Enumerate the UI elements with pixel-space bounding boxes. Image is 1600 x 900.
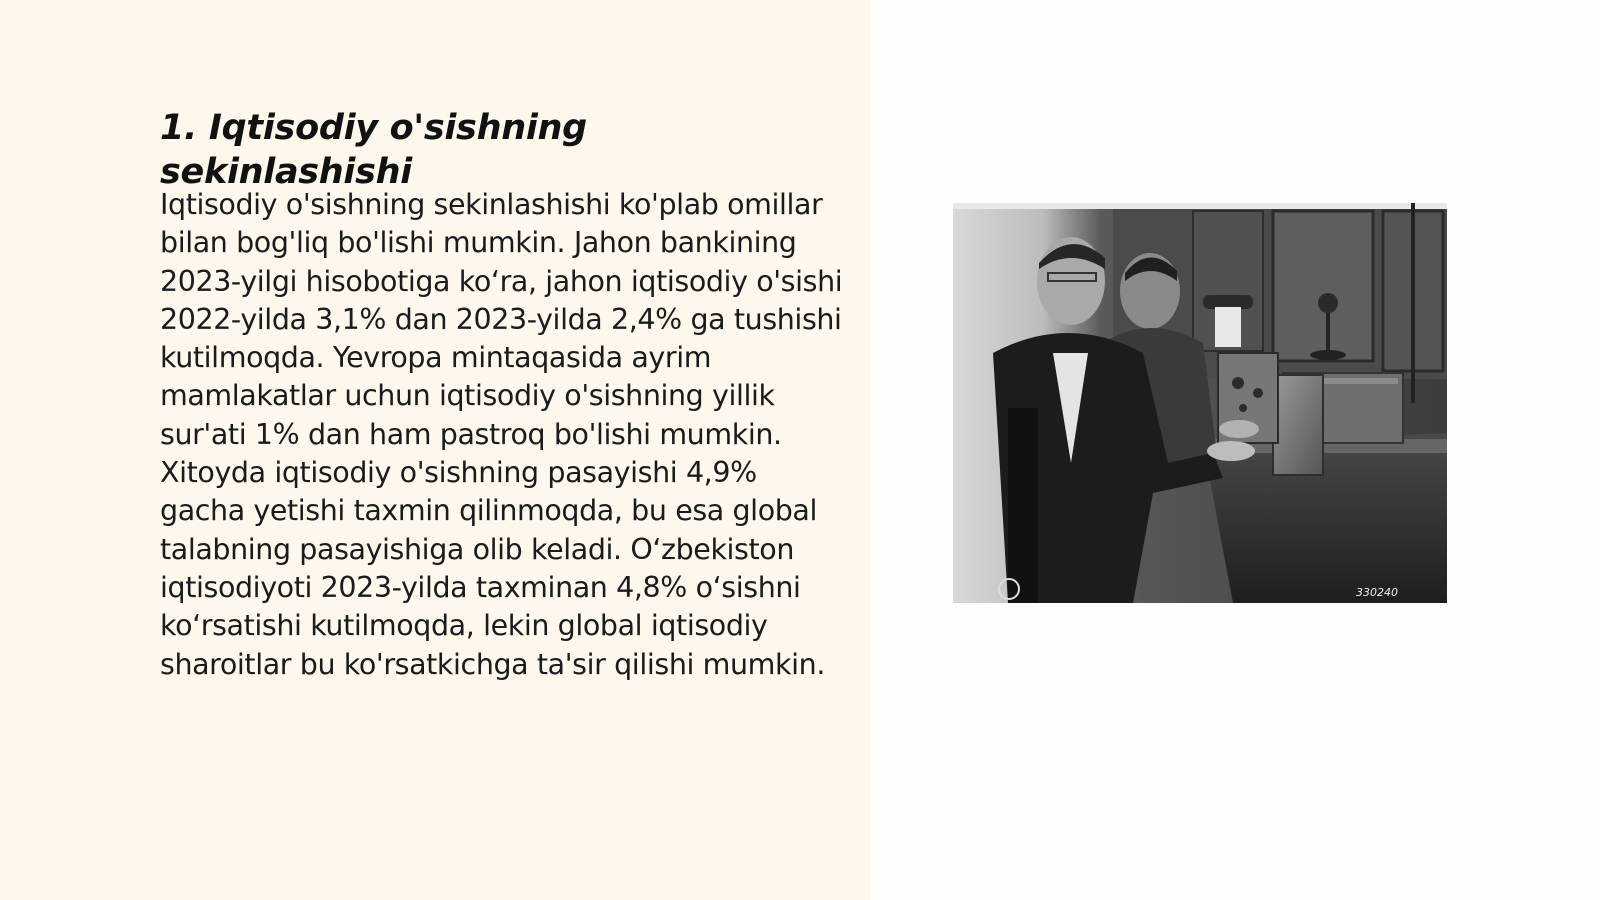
radio-operators-photo bbox=[953, 203, 1447, 603]
photo-illustration bbox=[953, 203, 1447, 603]
slide-body-text: Iqtisodiy o'sishning sekinlashishi ko'plab omillar bilan bog'liq bo'lishi mumkin. Jahon bankining 2023-yilgi hisobotiga ko‘ra, jahon iqtisodiy o'sishi 2022-yilda 3,1% dan 2023-yilda 2,4% ga tushishi kutilmoqda. Yevropa mintaqasida ayrim mamlakatlar uchun iqtisodiy o'sishning yillik sur'ati 1% dan ham pastroq bo'lishi mumkin. Xitoyda iqtisodiy o'sishning pasayishi 4,9% gacha yetishi taxmin qilinmoqda, bu esa global talabning pasayishiga olib keladi. O‘zbekiston iqtisodiyoti 2023-yilda taxminan 4,8% o‘sishni ko‘rsatishi kutilmoqda, lekin global iqtisodiy sharoitlar bu ko'rsatkichga ta'sir qilishi mumkin. bbox=[160, 188, 843, 681]
slide-title: 1. Iqtisodiy o'sishning sekinlashishi bbox=[160, 108, 587, 192]
photo-number-label: 330240 bbox=[1356, 586, 1398, 599]
